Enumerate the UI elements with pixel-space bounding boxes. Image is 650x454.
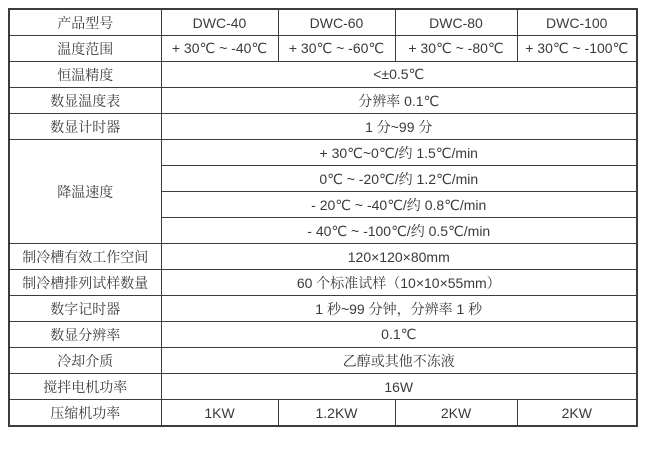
label-product-model: 产品型号 <box>9 9 161 36</box>
label-resolution: 数显分辨率 <box>9 322 161 348</box>
cell-cooling-rate-3: - 20℃ ~ -40℃/约 0.8℃/min <box>161 192 637 218</box>
label-temp-display: 数显温度表 <box>9 88 161 114</box>
label-digital-timer: 数字记时器 <box>9 296 161 322</box>
label-cooling-rate: 降温速度 <box>9 140 161 244</box>
cell-temp-range-dwc60: + 30℃ ~ -60℃ <box>278 36 395 62</box>
row-cooling-rate-1 <box>9 140 637 166</box>
cell-resolution-value: 0.1℃ <box>161 322 637 348</box>
cell-digital-timer-value: 1 秒~99 分钟，分辨率 1 秒 <box>161 296 637 322</box>
label-workspace: 制冷槽有效工作空间 <box>9 244 161 270</box>
row-product-model <box>9 9 637 36</box>
cell-cooling-rate-4: - 40℃ ~ -100℃/约 0.5℃/min <box>161 218 637 244</box>
cell-compressor-dwc60: 1.2KW <box>278 400 395 427</box>
cell-timer-value: 1 分~99 分 <box>161 114 637 140</box>
cell-model-dwc60: DWC-60 <box>278 9 395 36</box>
cell-workspace-value: 120×120×80mm <box>161 244 637 270</box>
cell-temp-range-dwc40: + 30℃ ~ -40℃ <box>161 36 278 62</box>
row-accuracy <box>9 62 637 88</box>
label-timer: 数显计时器 <box>9 114 161 140</box>
label-temp-range: 温度范围 <box>9 36 161 62</box>
row-digital-timer <box>9 296 637 322</box>
cell-samples-value: 60 个标准试样（10×10×55mm） <box>161 270 637 296</box>
row-resolution <box>9 322 637 348</box>
cell-cooling-rate-1: + 30℃~0℃/约 1.5℃/min <box>161 140 637 166</box>
label-compressor: 压缩机功率 <box>9 400 161 427</box>
row-compressor <box>9 400 637 427</box>
cell-compressor-dwc100: 2KW <box>517 400 637 427</box>
cell-temp-display-value: 分辨率 0.1℃ <box>161 88 637 114</box>
row-temp-range <box>9 36 637 62</box>
label-samples: 制冷槽排列试样数量 <box>9 270 161 296</box>
row-temp-display <box>9 88 637 114</box>
cell-model-dwc40: DWC-40 <box>161 9 278 36</box>
cell-coolant-value: 乙醇或其他不冻液 <box>161 348 637 374</box>
row-samples <box>9 270 637 296</box>
spec-table <box>8 8 638 427</box>
row-stirrer <box>9 374 637 400</box>
cell-temp-range-dwc100: + 30℃ ~ -100℃ <box>517 36 637 62</box>
cell-model-dwc100: DWC-100 <box>517 9 637 36</box>
row-coolant <box>9 348 637 374</box>
cell-model-dwc80: DWC-80 <box>395 9 517 36</box>
label-accuracy: 恒温精度 <box>9 62 161 88</box>
cell-temp-range-dwc80: + 30℃ ~ -80℃ <box>395 36 517 62</box>
cell-compressor-dwc80: 2KW <box>395 400 517 427</box>
cell-stirrer-value: 16W <box>161 374 637 400</box>
cell-compressor-dwc40: 1KW <box>161 400 278 427</box>
cell-cooling-rate-2: 0℃ ~ -20℃/约 1.2℃/min <box>161 166 637 192</box>
row-workspace <box>9 244 637 270</box>
label-stirrer: 搅拌电机功率 <box>9 374 161 400</box>
cell-accuracy-value: <±0.5℃ <box>161 62 637 88</box>
label-coolant: 冷却介质 <box>9 348 161 374</box>
row-timer <box>9 114 637 140</box>
